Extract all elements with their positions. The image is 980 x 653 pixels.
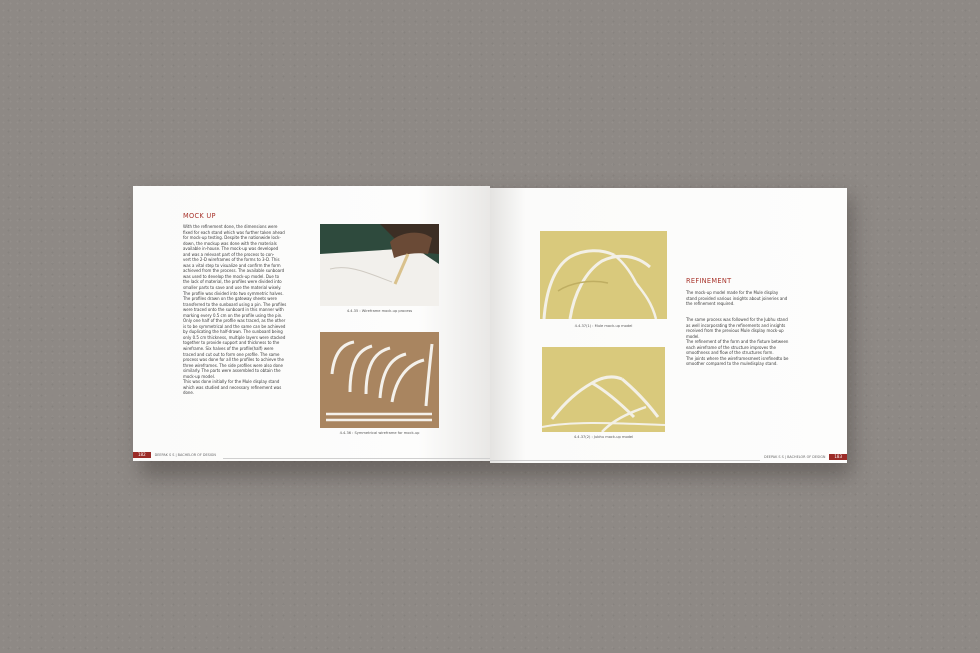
refinement-para-1: The mock-up model made for the Mule display stand provided various insights about joineries and the refinement required. xyxy=(686,291,788,308)
mock-up-body-text: With the refinement done, the dimensions were fixed for each stand which was further taken ahead for mock-up testing. Despite the nationwide lock- down, the mockup was done with the materials available in-house. The mock-up was developed and was a relevant part of the process to con- vert the 2-D wireframes of the forms to 3-D. This was a vital step to visualize and confirm the form achieved from the process. The available sunboard was used to develop the mock-up model. Due to the lack of material, the profiles were divided into smaller parts to save and use the material wisely. The profile was divided into two symmetric halves. The profiles drawn on the gateway sheets were transferred to the sunboard using a pin. The profiles were traced onto the sunboard in this manner with marking every 0.5 cm on the profile using the pin. Only one half of the profile was traced, as the other is to be symmetrical and the same can be achieved by duplicating the half-drawn. The sunboard being only 0.5 cm thickness, multiple layers were stacked together to provide support and thickness to the wireframe. Six halves of the profile(half) were traced and cut out to form one profile. The same process was done for all the profiles to achieve the three wireframes. The side profiles were also done similarly. The parts were assembled to obtain the mock-up model. This was done initially for the Mule display stand which was studied and necessary refinement was done. xyxy=(183,225,287,397)
photo-mule-mockup xyxy=(540,231,667,319)
right-footer xyxy=(760,454,847,460)
caption-4-4-37-2: 4.4.37(2) : Jubhu mock-up model xyxy=(573,435,634,439)
right-page xyxy=(490,188,847,463)
page-number-183: 183 xyxy=(829,454,847,460)
right-footer-rule xyxy=(490,460,760,461)
photo-hand-tracing-pin xyxy=(320,224,439,306)
left-footer-label: DEEPAK S S | BACHELOR OF DESIGN xyxy=(154,453,216,457)
caption-4-4-35: 4.4.35 : Wireframe mock-up process xyxy=(346,309,413,313)
photo-jubhu-mockup xyxy=(542,347,665,432)
caption-4-4-36: 4.4.36 : Symmetrical wireframe for mock-up xyxy=(339,431,420,435)
left-footer-rule xyxy=(223,458,490,459)
caption-4-4-37-1: 4.4.37(1) : Mule mock-up model xyxy=(574,324,633,328)
left-footer xyxy=(133,452,220,458)
mock-up-heading: MOCK UP xyxy=(183,212,216,220)
photo-sunboard-profiles xyxy=(320,332,439,428)
refinement-heading: REFINEMENT xyxy=(686,277,732,285)
left-page xyxy=(133,186,490,461)
right-footer-label: DEEPAK S S | BACHELOR OF DESIGN xyxy=(764,455,826,459)
page-number-182: 182 xyxy=(133,452,151,458)
refinement-para-2: The same process was followed for the Jubhu stand as well incorporating the refinements and insights received from the previous Mule display mock-up model. The refinement of the form and the fixture between each wireframe of the structure improves the smoothness and flow of the structures form. The joints where the wireframesmeet isrefinedto be smoother compared to the muledisplay stand. xyxy=(686,318,789,368)
